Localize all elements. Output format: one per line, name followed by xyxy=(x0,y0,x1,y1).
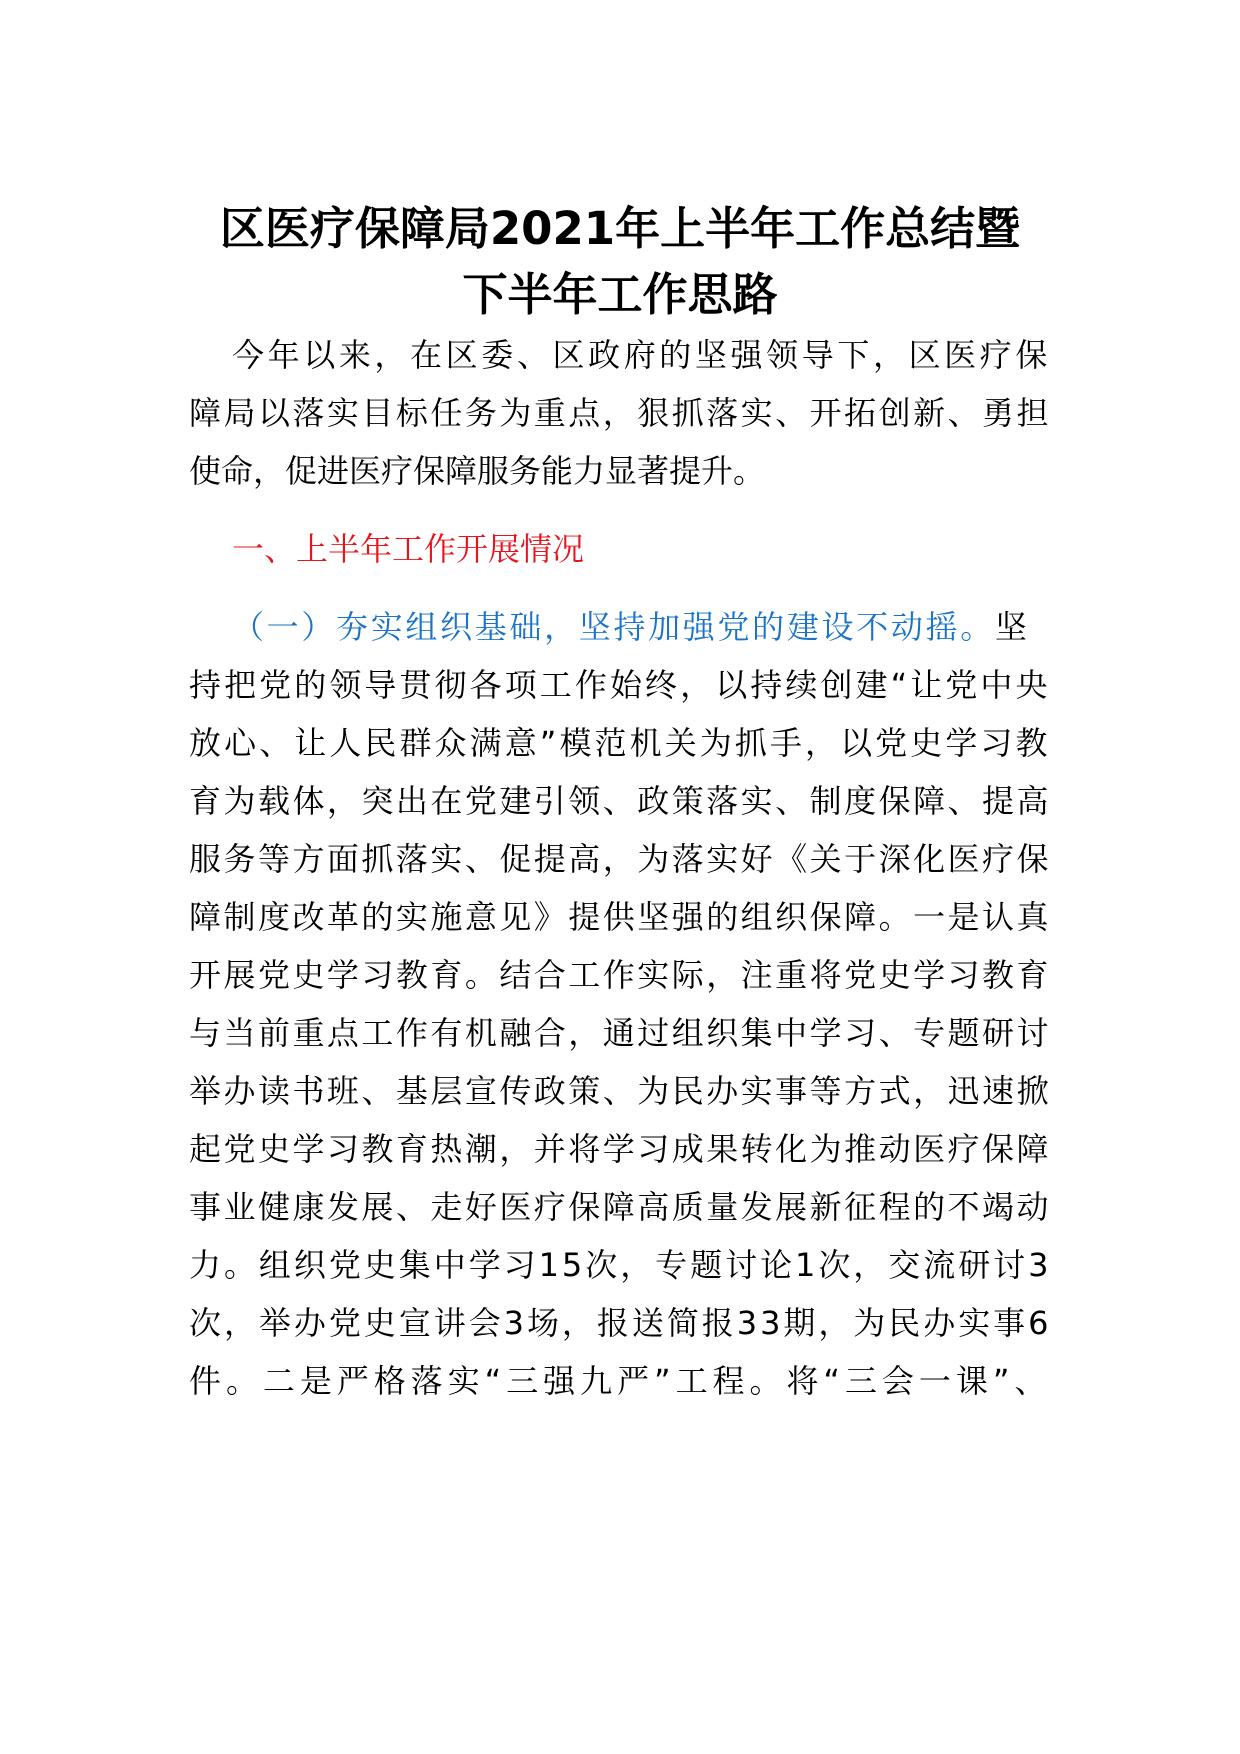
intro-line-1: 今年以来，在区委、区政府的坚强领导下，区医疗保 xyxy=(232,336,1052,374)
body-line-4: 服务等方面抓落实、促提高，为落实好《关于深化医疗保 xyxy=(189,840,1052,878)
title-line-1: 区医疗保障局2021年上半年工作总结暨 xyxy=(219,202,1021,255)
body-line-9: 起党史学习教育热潮，并将学习成果转化为推动医疗保障 xyxy=(189,1130,1052,1168)
body-line-12: 次，举办党史宣讲会3场，报送简报33期，为民办实事6 xyxy=(189,1304,1052,1342)
title-line-2: 下半年工作思路 xyxy=(462,268,778,321)
subsection-heading: （一）夯实组织基础，坚持加强党的建设不动摇。 xyxy=(232,608,995,646)
subsection-lead-text: 坚 xyxy=(994,608,1030,646)
document-title xyxy=(150,196,1090,328)
body-line-11: 力。组织党史集中学习15次，专题讨论1次，交流研讨3 xyxy=(189,1246,1052,1284)
body-line-7: 与当前重点工作有机融合，通过组织集中学习、专题研讨 xyxy=(189,1014,1052,1052)
body-line-2: 放心、让人民群众满意”模范机关为抓手，以党史学习教 xyxy=(189,724,1051,762)
intro-line-2: 障局以落实目标任务为重点，狠抓落实、开拓创新、勇担 xyxy=(189,394,1052,432)
body-line-10: 事业健康发展、走好医疗保障高质量发展新征程的不竭动 xyxy=(189,1188,1052,1226)
body-line-8: 举办读书班、基层宣传政策、为民办实事等方式，迅速掀 xyxy=(189,1072,1052,1110)
body-line-6: 开展党史学习教育。结合工作实际，注重将党史学习教育 xyxy=(189,956,1052,994)
section-heading: 一、上半年工作开展情况 xyxy=(232,530,585,568)
intro-line-3: 使命，促进医疗保障服务能力显著提升。 xyxy=(189,452,766,490)
body-line-3: 育为载体，突出在党建引领、政策落实、制度保障、提高 xyxy=(189,782,1052,820)
body-line-5: 障制度改革的实施意见》提供坚强的组织保障。一是认真 xyxy=(189,898,1052,936)
body-line-1: 持把党的领导贯彻各项工作始终，以持续创建“让党中央 xyxy=(189,666,1051,704)
subsection-heading-line xyxy=(232,594,1030,660)
body-line-13: 件。二是严格落实“三强九严”工程。将“三会一课”、 xyxy=(189,1362,1052,1400)
